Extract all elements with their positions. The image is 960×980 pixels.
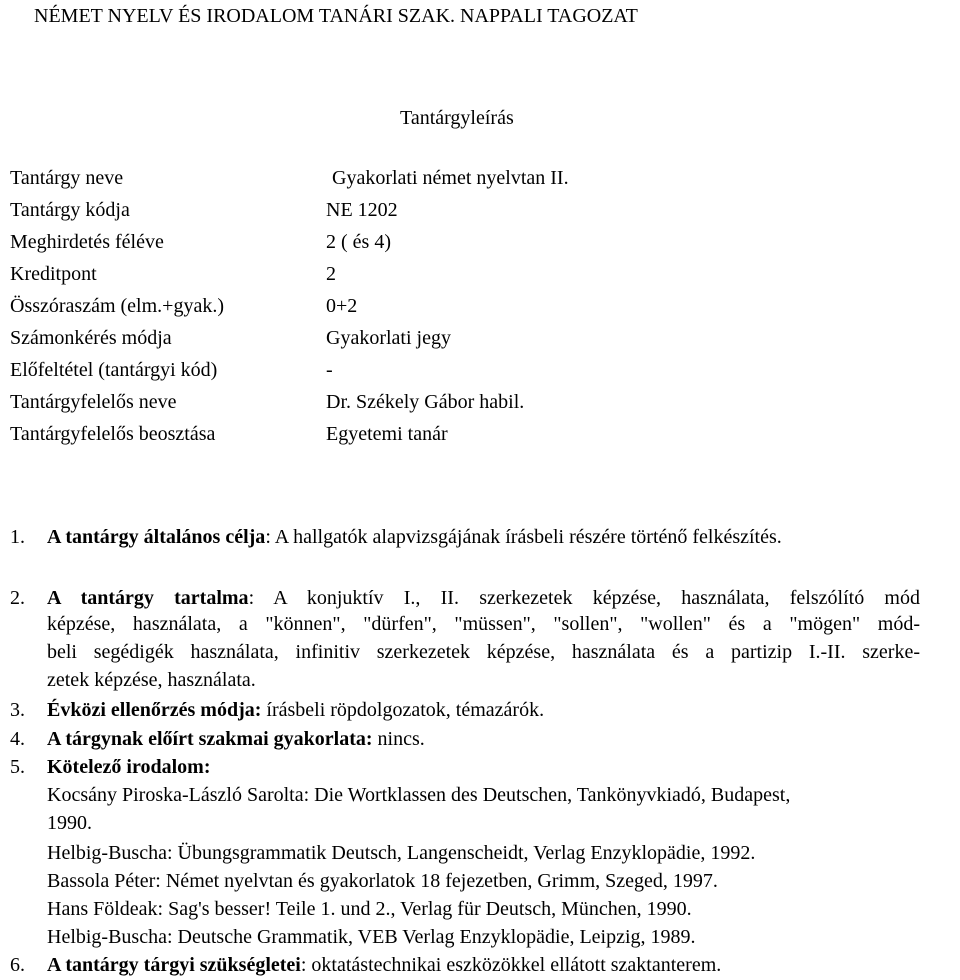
section-1-goal (10, 527, 782, 547)
info-label: Tantárgyfelelős beosztása (10, 423, 216, 445)
literature-item: Hans Földeak: Sag's besser! Teile 1. und 2., Verlag für Deutsch, München, 1990. (47, 898, 692, 920)
section-number: 5. (10, 756, 25, 778)
section-heading: A tantárgy tárgyi szükségletei (47, 954, 301, 976)
section-2-line-1 (47, 588, 920, 608)
literature-item: Kocsány Piroska-László Sarolta: Die Wortklassen des Deutschen, Tankönyvkiadó, Budapest, (47, 784, 791, 806)
info-label: Összóraszám (elm.+gyak.) (10, 295, 224, 317)
section-4-practice (10, 729, 425, 749)
section-text: nincs. (372, 728, 425, 750)
info-value: Gyakorlati német nyelvtan II. (332, 167, 569, 189)
section-number: 4. (10, 728, 25, 750)
info-label: Előfeltétel (tantárgyi kód) (10, 359, 218, 381)
section-number: 2. (10, 587, 25, 609)
info-value: 2 (326, 263, 336, 285)
section-heading: A tárgynak előírt szakmai gyakorlata: (47, 728, 373, 750)
section-2-line-2: képzése, használata, a "können", "dürfen", "müssen", "sollen", "wollen" és a "mögen" mód- (47, 613, 920, 635)
section-number: 6. (10, 954, 25, 976)
info-label: Számonkérés módja (10, 327, 172, 349)
document-header: NÉMET NYELV ÉS IRODALOM TANÁRI SZAK. NAPPALI TAGOZAT (34, 5, 638, 27)
section-text: : A hallgatók alapvizsgájának írásbeli részére történő felkészítés. (265, 526, 782, 548)
section-heading: Évközi ellenőrzés módja: (47, 699, 262, 721)
info-label: Kreditpont (10, 263, 97, 285)
info-value: - (326, 359, 333, 381)
section-heading: A tantárgy általános célja (47, 526, 266, 548)
section-text: : A konjuktív I., II. szerkezetek képzése, használata, felszólító mód (248, 587, 920, 609)
info-value: Egyetemi tanár (326, 423, 448, 445)
section-number: 3. (10, 699, 25, 721)
info-label: Tantárgy kódja (10, 199, 130, 221)
document-title: Tantárgyleírás (400, 107, 514, 129)
literature-item: Bassola Péter: Német nyelvtan és gyakorlatok 18 fejezetben, Grimm, Szeged, 1997. (47, 870, 718, 892)
info-value: NE 1202 (326, 199, 398, 221)
section-number: 1. (10, 526, 25, 548)
section-3-assessment (10, 700, 544, 720)
info-value: Gyakorlati jegy (326, 327, 451, 349)
literature-item: Helbig-Buscha: Übungsgrammatik Deutsch, Langenscheidt, Verlag Enzyklopädie, 1992. (47, 842, 756, 864)
section-text: : oktatástechnikai eszközökkel ellátott szaktanterem. (300, 954, 722, 976)
info-label: Meghirdetés féléve (10, 231, 164, 253)
info-value: Dr. Székely Gábor habil. (326, 391, 525, 413)
section-heading: Kötelező irodalom: (47, 756, 211, 778)
section-6-requirements (10, 955, 721, 975)
section-2-line-3: beli segédigék használata, infinitiv szerkezetek képzése, használata és a partizip I.-II. szerke- (47, 641, 920, 663)
literature-item: Helbig-Buscha: Deutsche Grammatik, VEB Verlag Enzyklopädie, Leipzig, 1989. (47, 926, 696, 948)
info-label: Tantárgy neve (10, 167, 124, 189)
literature-item-continued: 1990. (47, 812, 92, 834)
section-heading: A tantárgy tartalma (47, 587, 249, 609)
section-text: írásbeli röpdolgozatok, témazárók. (261, 699, 545, 721)
section-2-line-4: zetek képzése, használata. (47, 669, 256, 691)
section-2-lead (10, 588, 47, 608)
info-label: Tantárgyfelelős neve (10, 391, 177, 413)
info-value: 2 ( és 4) (326, 231, 391, 253)
info-value: 0+2 (326, 295, 358, 317)
section-5-literature (10, 757, 210, 777)
